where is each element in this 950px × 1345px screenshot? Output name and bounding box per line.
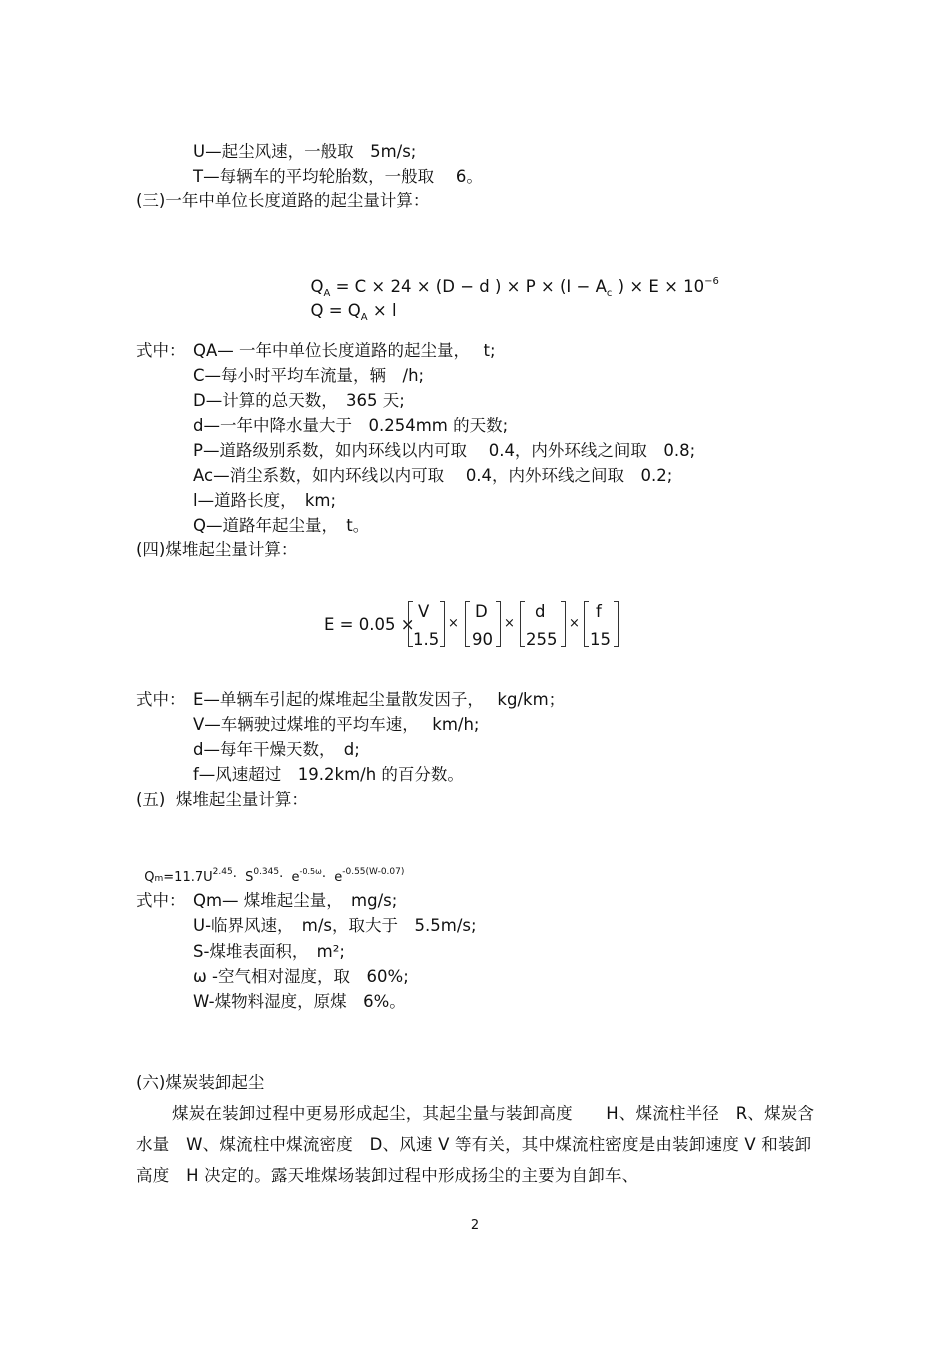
page-number: 2: [470, 1218, 480, 1233]
s5-def: W-煤物料湿度，原煤 6%。: [193, 992, 406, 1011]
s4-def: d—每年干燥天数， d;: [193, 740, 360, 759]
s3-def: QA— 一年中单位长度道路的起尘量， t;: [193, 341, 496, 360]
def-t: T—每辆车的平均轮胎数，一般取 6。: [193, 167, 483, 186]
s3-def: Q—道路年起尘量， t。: [193, 516, 370, 535]
s3-def: Ac—消尘系数，如内环线以内可取 0.4，内外环线之间取 0.2;: [193, 466, 673, 485]
s5-def: ω -空气相对湿度，取 60%;: [193, 967, 409, 986]
section5-defs-label: 式中：: [136, 891, 186, 910]
formula-e-lhs: E = 0.05 ×: [324, 615, 415, 634]
s4-def: f—风速超过 19.2km/h 的百分数。: [193, 765, 464, 784]
bracket-left: [584, 601, 589, 647]
s3-def: C—每小时平均车流量，辆 /h;: [193, 366, 425, 385]
frac-num: d: [535, 602, 546, 621]
s3-def: d—一年中降水量大于 0.254mm 的天数;: [193, 416, 509, 435]
frac-den: 1.5: [413, 630, 440, 649]
section6-heading: (六)煤炭装卸起尘: [136, 1073, 265, 1092]
frac-den: 15: [590, 630, 611, 649]
frac-num: D: [475, 602, 488, 621]
section4-heading: (四)煤堆起尘量计算：: [136, 540, 298, 559]
formula-q: $Q = Q_A \times l$: [310, 301, 397, 323]
section5-heading: (五) 煤堆起尘量计算：: [136, 790, 308, 809]
bracket-right: [561, 601, 566, 647]
section4-defs-label: 式中：: [136, 690, 186, 709]
section3-defs-label: 式中：: [136, 341, 186, 360]
s3-def: l—道路长度， km;: [193, 491, 337, 510]
bracket-right: [614, 601, 619, 647]
s4-def: V—车辆驶过煤堆的平均车速， km/h;: [193, 715, 480, 734]
section3-heading: (三)一年中单位长度道路的起尘量计算：: [136, 191, 430, 210]
bracket-right: [496, 601, 501, 647]
frac-num: V: [418, 602, 430, 621]
s5-def: S-煤堆表面积， m²;: [193, 942, 345, 961]
frac-num: f: [596, 602, 602, 621]
frac-den: 255: [526, 630, 558, 649]
def-u: U—起尘风速，一般取 5m/s;: [193, 142, 417, 161]
bracket-left: [465, 601, 470, 647]
bracket-right: [440, 601, 445, 647]
s4-def: E—单辆车引起的煤堆起尘量散发因子， kg/km；: [193, 690, 566, 709]
s3-def: P—道路级别系数，如内环线以内可取 0.4，内外环线之间取 0.8;: [193, 441, 696, 460]
s3-def: D—计算的总天数， 365 天;: [193, 391, 405, 410]
formula-qm: $Qm=11.7U^{2.45}\cdot S^{0.345}\cdot e^{-0.5\omega}\cdot e^{-0.55(W-0.07)}$: [144, 867, 405, 885]
bracket-left: [520, 601, 525, 647]
times-sign: ×: [569, 616, 580, 631]
times-sign: ×: [504, 616, 515, 631]
frac-den: 90: [472, 630, 493, 649]
s5-def: Qm— 煤堆起尘量， mg/s;: [193, 891, 398, 910]
formula-qa: $Q_A = C \times 24 \times (D - d$ ) × $P \times (I - A_c$ ) × $E \times 10^{-6}$: [310, 276, 719, 299]
times-sign: ×: [448, 616, 459, 631]
section6-paragraph: 煤炭在装卸过程中更易形成起尘，其起尘量与装卸高度 H、煤流柱半径 R、煤炭含水量 W、煤流柱中煤流密度 D、风速 V 等有关，其中煤流柱密度是由装卸速度 V 和装卸高度 H 决定的。露天堆煤场装卸过程中形成扬尘的主要为自卸车、: [136, 1104, 815, 1185]
s5-def: U-临界风速， m/s，取大于 5.5m/s;: [193, 916, 477, 935]
